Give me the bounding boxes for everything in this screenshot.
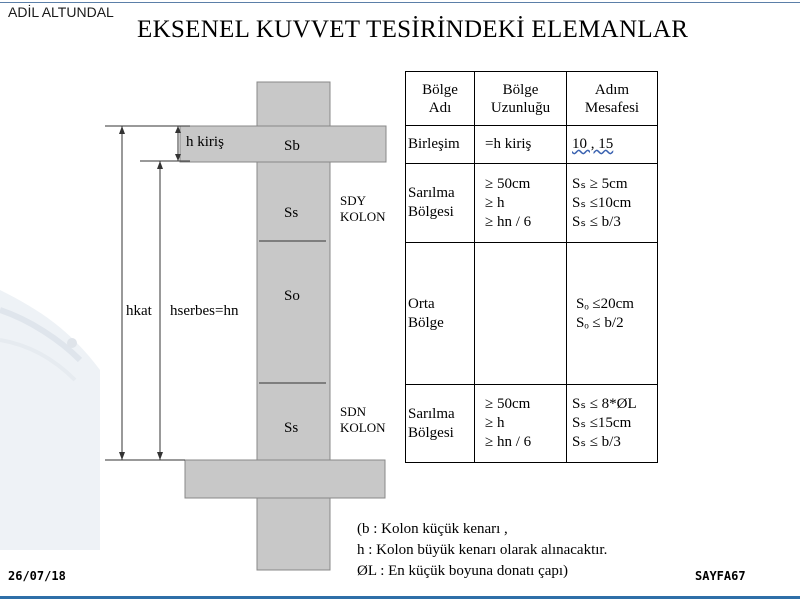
table-row xyxy=(406,385,658,463)
table-row xyxy=(406,164,658,243)
row-spacing: Sₒ ≤20cm Sₒ ≤ b/2 xyxy=(567,243,658,385)
notes-text: (b : Kolon küçük kenarı , h : Kolon büyük kenarı olarak alınacaktır. ØL : En küçük boyuna donatı çapı) xyxy=(357,521,608,579)
row-length: ≥ 50cm ≥ h ≥ hn / 6 xyxy=(475,164,567,243)
lower-beam xyxy=(185,460,385,498)
h-serbes-label: hserbes=hn xyxy=(170,303,239,319)
table-row xyxy=(406,126,658,164)
zone-so: So xyxy=(284,288,300,304)
sdn-kolon-label: SDN KOLON xyxy=(340,404,386,435)
row-name: Sarılma Bölgesi xyxy=(406,164,475,243)
footer-date: 26/07/18 xyxy=(8,569,66,583)
row-length: =h kiriş xyxy=(475,126,567,164)
row-name: Birleşim xyxy=(406,126,475,164)
column-bottom xyxy=(257,498,330,570)
header-zone-name: Bölge Adı xyxy=(406,72,475,126)
row-name: Orta Bölge xyxy=(406,243,475,385)
header-zone-length: Bölge Uzunluğu xyxy=(475,72,567,126)
zone-ss-top: Ss xyxy=(284,205,299,221)
zone-table xyxy=(405,71,658,463)
row-spacing: Sₛ ≤ 8*ØL Sₛ ≤15cm Sₛ ≤ b/3 xyxy=(567,385,658,463)
h-kat-label: hkat xyxy=(126,303,152,319)
table-header-row xyxy=(406,72,658,126)
table-row xyxy=(406,243,658,385)
author-name: ADİL ALTUNDAL xyxy=(8,4,114,20)
row-length: ≥ 50cm ≥ h ≥ hn / 6 xyxy=(475,385,567,463)
bottom-rule xyxy=(0,596,800,599)
row-length xyxy=(475,243,567,385)
header-step-spacing: Adım Mesafesi xyxy=(567,72,658,126)
zone-ss-bottom: Ss xyxy=(284,420,299,436)
row-spacing: 10 , 15 xyxy=(567,126,658,164)
column-top xyxy=(257,82,330,126)
sdy-kolon-label: SDY KOLON xyxy=(340,193,386,224)
row-spacing: Sₛ ≥ 5cm Sₛ ≤10cm Sₛ ≤ b/3 xyxy=(567,164,658,243)
page-title: EKSENEL KUVVET TESİRİNDEKİ ELEMANLAR xyxy=(137,16,689,43)
zone-sb: Sb xyxy=(284,138,300,154)
row-name: Sarılma Bölgesi xyxy=(406,385,475,463)
h-kiris-label: h kiriş xyxy=(186,134,224,150)
footer-page-number: SAYFA67 xyxy=(695,569,746,583)
